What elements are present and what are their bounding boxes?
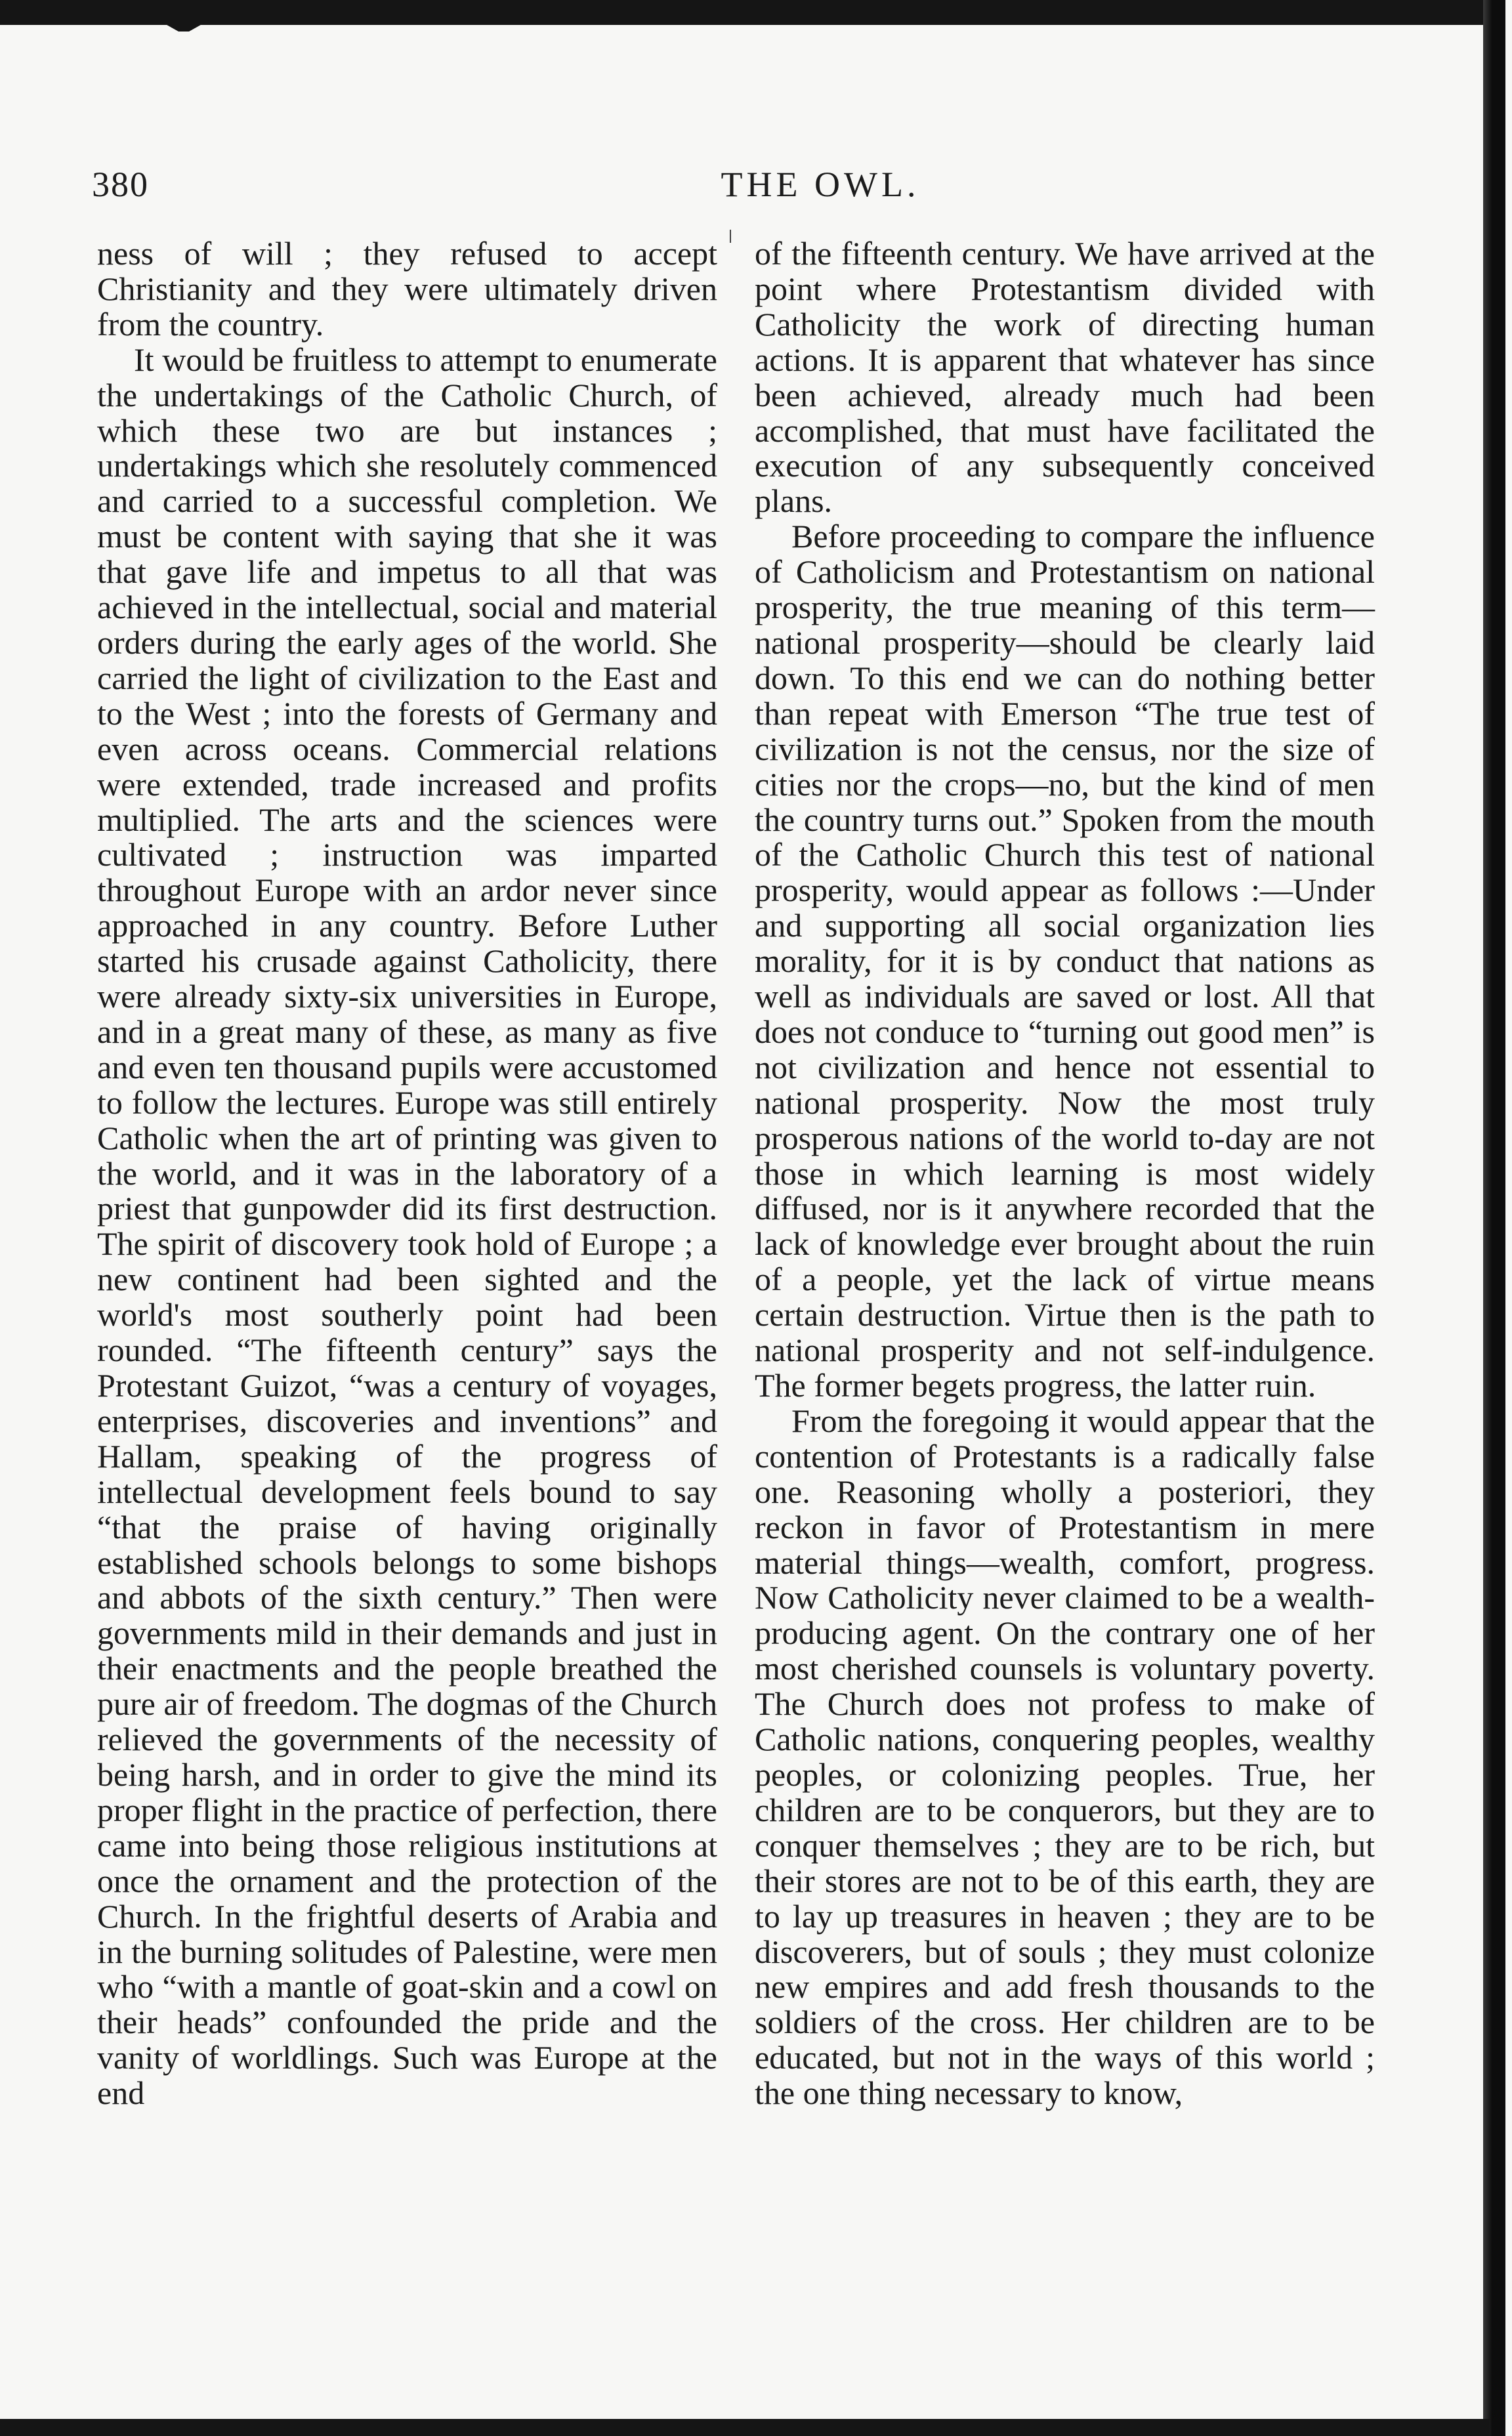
right-page-edge (1483, 0, 1505, 2436)
left-text-column (97, 236, 717, 2111)
bottom-border-rule (0, 2419, 1490, 2436)
paragraph: Before proceeding to compare the influence of Catholicism and Protestantism on national prosperity, the true meaning of this term—national prosperity—should be clearly laid down. To this end we can do nothing better than repeat with Emerson “The true test of civilization is not the census, nor the size of cities nor the crops—no, but the kind of men the country turns out.” Spoken from the mouth of the Catholic Church this test of national prosperity, would appear as follows :—Under and supporting all social organization lies morality, for it is by conduct that nations as well as individuals are saved or lost. All that does not conduce to “turning out good men” is not civilization and hence not essential to national prosperity. Now the most truly prosperous nations of the world to-day are not those in which learning is most widely diffused, nor is it anywhere recorded that the lack of knowledge ever brought about the ruin of a people, yet the lack of virtue means certain destruction. Virtue then is the path to national prosperity and not self-indulgence. The former begets progress, the latter ruin. (755, 518, 1375, 1404)
paragraph: It would be fruitless to attempt to enumerate the undertakings of the Catholic Church, of which these two are but instances ; undertakings which she resolutely commenced and carried to a successful completion. We must be content with saying that she it was that gave life and impetus to all that was achieved in the intellectual, social and material orders during the early ages of the world. She carried the light of civilization to the East and to the West ; into the forests of Germany and even across oceans. Commercial relations were extended, trade increased and profits multiplied. The arts and the sciences were cultivated ; instruction was imparted throughout Europe with an ardor never since approached in any country. Before Luther started his crusade against Catholicity, there were already sixty-six universities in Europe, and in a great many of these, as many as five and even ten thousand pupils were accustomed to follow the lectures. Europe was still entirely Catholic when the art of printing was given to the world, and it was in the laboratory of a priest that gunpowder did its first destruction. The spirit of discovery took hold of Europe ; a new continent had been sighted and the world's most southerly point had been rounded. “The fifteenth century” says the Protestant Guizot, “was a century of voyages, enterprises, discoveries and inventions” and Hallam, speaking of the progress of intellectual development feels bound to say “that the praise of having originally established schools belongs to some bishops and abbots of the sixth century.” Then were governments mild in their demands and just in their enactments and the people breathed the pure air of freedom. The dogmas of the Church relieved the governments of the necessity of being harsh, and in order to give the mind its proper flight in the practice of perfection, there came into being those religious institutions at once the ornament and the protection of the Church. In the frightful deserts of Arabia and in the burning solitudes of Palestine, were men who “with a mantle of goat-skin and a cowl on their heads” confounded the pride and the vanity of worldlings. Such was Europe at the end (97, 341, 717, 2112)
top-border-rule (0, 0, 1490, 25)
paragraph: of the fifteenth century. We have arrived at the point where Protestantism divided with Catholicity the work of directing human actions. It is apparent that whatever has since been achieved, already much had been accomplished, that must have facilitated the execution of any subsequently conceived plans. (755, 235, 1375, 520)
paragraph: ness of will ; they refused to accept Christianity and they were ultimately driven from the country. (97, 235, 717, 343)
right-text-column (755, 236, 1375, 2111)
journal-title: THE OWL. (721, 165, 920, 204)
running-head (92, 164, 1404, 210)
column-divider-mark (730, 230, 731, 243)
paragraph: From the foregoing it would appear that the contention of Protestants is a radically false one. Reasoning wholly a posteriori, they reckon in favor of Protestantism in mere material things—wealth, comfort, progress. Now Catholicity never claimed to be a wealth-producing agent. On the contrary one of her most cherished counsels is voluntary poverty. The Church does not profess to make of Catholic nations, conquering peoples, wealthy peoples, or colonizing peoples. True, her children are to be conquerors, but they are to conquer themselves ; they are to be rich, but their stores are not to be of this earth, they are to lay up treasures in heaven ; they are to be discoverers, but of souls ; they must colonize new empires and add fresh thousands to the soldiers of the cross. Her children are to be educated, but not in the ways of this world ; the one thing necessary to know, (755, 1402, 1375, 2112)
page-number: 380 (92, 165, 149, 204)
